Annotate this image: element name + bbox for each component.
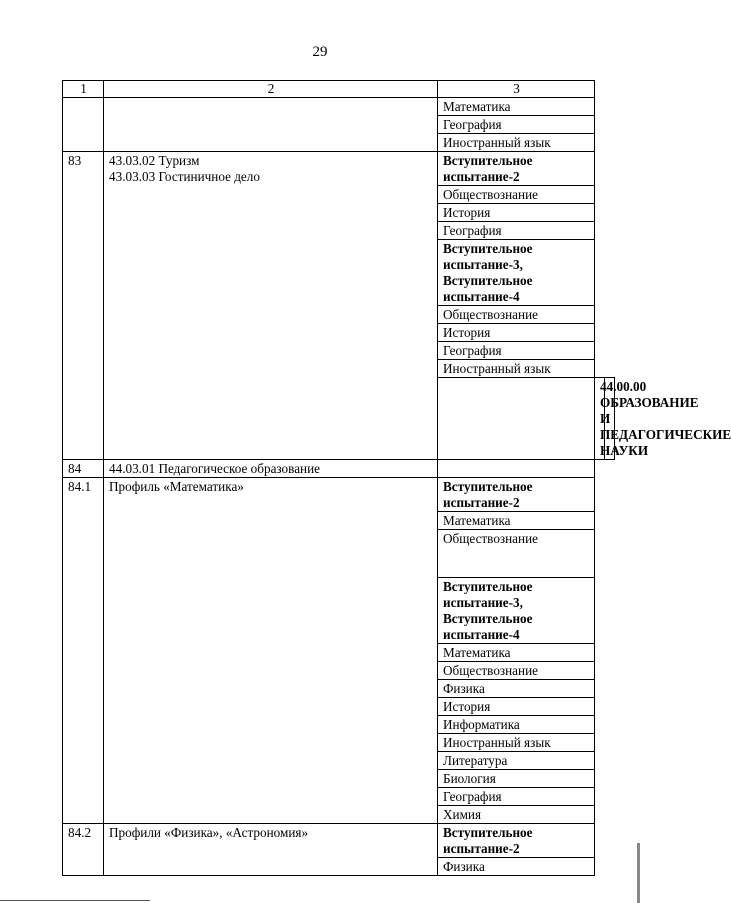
exam-heading-cell: [438, 478, 595, 512]
program-name: 43.03.02 Туризм: [109, 153, 200, 168]
subject-cell: Иностранный язык: [438, 734, 595, 752]
subject-cell: Обществознание: [438, 186, 595, 204]
table-header-row: [63, 81, 615, 98]
program-cell: [104, 152, 438, 460]
subject-cell: Иностранный язык: [438, 360, 595, 378]
table-row: [63, 98, 615, 116]
number-cell: 84: [63, 460, 104, 478]
subject-cell: География: [438, 788, 595, 806]
subject-cell: Иностранный язык: [438, 134, 595, 152]
program-cell: 44.03.01 Педагогическое образование: [104, 460, 438, 478]
section-heading: 44.00.00 ОБРАЗОВАНИЕ И ПЕДАГОГИЧЕСКИЕ НАУКИ: [595, 378, 605, 460]
subject-cell: География: [438, 342, 595, 360]
program-cell: Профили «Физика», «Астрономия»: [104, 824, 438, 876]
number-cell: 84.2: [63, 824, 104, 876]
program-name: 43.03.03 Гостиничное дело: [109, 169, 260, 184]
subject-cell: История: [438, 698, 595, 716]
subject-cell: Математика: [438, 512, 595, 530]
number-cell: 84.1: [63, 478, 104, 824]
subject-cell: Математика: [438, 644, 595, 662]
number-cell: [438, 378, 595, 460]
number-cell: [63, 98, 104, 152]
number-cell: 83: [63, 152, 104, 460]
column-header: 2: [104, 81, 438, 98]
column-header: 3: [438, 81, 595, 98]
subject-cell: Биология: [438, 770, 595, 788]
scan-edge-mark: [637, 843, 640, 903]
program-cell: [104, 98, 438, 152]
exam-heading-line: испытание-2: [443, 841, 520, 856]
subject-cell: История: [438, 324, 595, 342]
subject-cell: Обществознание: [438, 306, 595, 324]
subject-cell: [438, 460, 595, 478]
subject-cell: Физика: [438, 858, 595, 876]
table-row: [63, 824, 615, 858]
table-row: [63, 152, 615, 186]
subject-cell: География: [438, 222, 595, 240]
exam-heading-line: испытание-2: [443, 169, 520, 184]
table-row: [63, 478, 615, 512]
exam-heading-line: Вступительное: [443, 273, 533, 288]
subject-cell: Химия: [438, 806, 595, 824]
subject-cell: Обществознание: [438, 662, 595, 680]
exam-heading-line: Вступительное: [443, 825, 533, 840]
subject-cell: Информатика: [438, 716, 595, 734]
exam-heading-cell: [438, 240, 595, 306]
subject-cell: Обществознание: [438, 530, 595, 578]
exam-heading-cell: [438, 152, 595, 186]
exam-heading-line: Вступительное: [443, 153, 533, 168]
exam-heading-line: испытание-4: [443, 289, 520, 304]
subject-cell: История: [438, 204, 595, 222]
exam-heading-line: Вступительное: [443, 611, 533, 626]
subject-cell: География: [438, 116, 595, 134]
exam-heading-line: испытание-4: [443, 627, 520, 642]
exam-heading-line: испытание-3,: [443, 257, 523, 272]
exam-heading-cell: [438, 578, 595, 644]
page-number: 29: [312, 44, 328, 60]
admission-table: [62, 80, 731, 876]
exam-heading-line: испытание-2: [443, 495, 520, 510]
subject-cell: Литература: [438, 752, 595, 770]
subject-cell: Физика: [438, 680, 595, 698]
subject-cell: Математика: [438, 98, 595, 116]
exam-heading-line: испытание-3,: [443, 595, 523, 610]
scan-edge-mark: [0, 900, 150, 901]
exam-heading-line: Вступительное: [443, 479, 533, 494]
program-cell: Профиль «Математика»: [104, 478, 438, 824]
exam-heading-cell: [438, 824, 595, 858]
column-header: 1: [63, 81, 104, 98]
table-row: [63, 460, 615, 478]
exam-heading-line: Вступительное: [443, 579, 533, 594]
exam-heading-line: Вступительное: [443, 241, 533, 256]
